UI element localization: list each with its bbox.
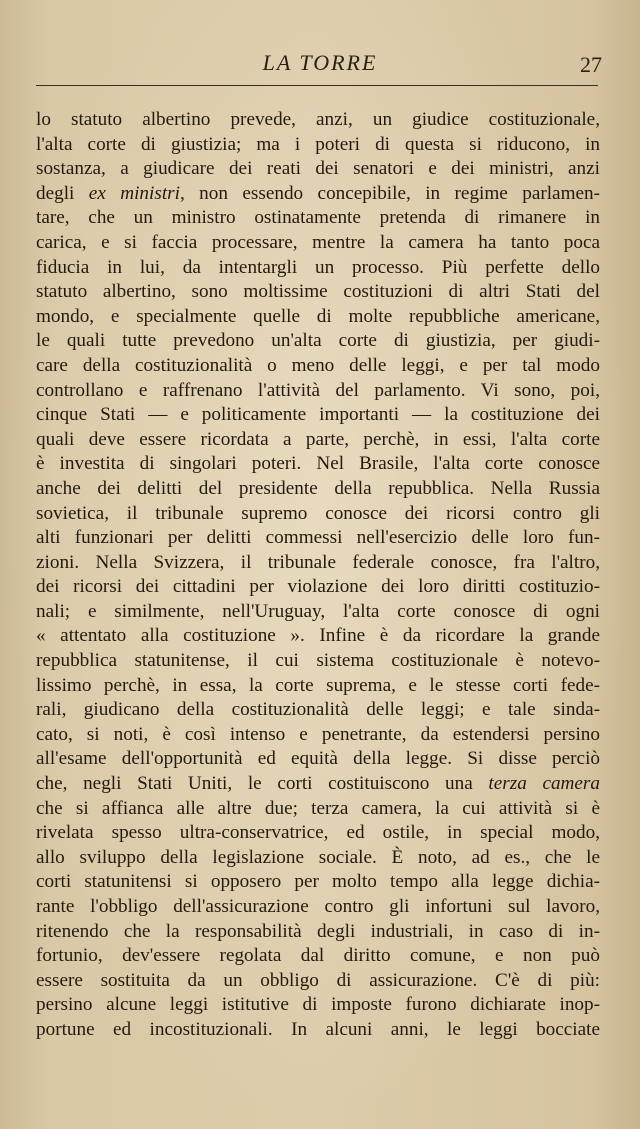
italic-phrase: ex ministri, [88,182,185,204]
text-segment: degli [36,182,89,204]
text-line: all'esame dell'opportunità ed equità della legge. Si disse perciò [36,748,600,770]
page-number: 27 [580,52,602,77]
text-line: nali; e similmente, nell'Uruguay, l'alta corte conosce di ogni [36,600,600,622]
text-line: lo statuto albertino prevede, anzi, un giudice costituzionale, [36,109,600,130]
running-head [0,50,640,80]
italic-phrase: terza camera [488,773,600,795]
text-line: l'alta corte di giustizia; ma i poteri di questa si riducono, in [36,133,600,155]
text-line: quali deve essere ricordata a parte, perchè, in essi, l'alta corte [36,428,600,450]
text-line: allo sviluppo della legislazione sociale. È noto, ad es., che le [36,846,600,868]
text-line: tare, che un ministro ostinatamente pretenda di rimanere in [36,207,600,229]
text-line: che si affianca alle altre due; terza camera, la cui attività si è [36,797,600,819]
text-line: rante l'obbligo dell'assicurazione contro gli infortuni sul lavoro, [36,896,600,917]
text-segment: non essendo concepibile, in regime parlamen- [184,182,600,204]
body-text [36,108,600,1043]
text-line: cato, si noti, è così intenso e penetrante, da estendersi persino [36,723,600,745]
text-line: sostanza, a giudicare dei reati dei senatori e dei ministri, anzi [36,158,600,180]
text-segment: che, negli Stati Uniti, le corti costituiscono una [36,773,489,795]
text-line: repubblica statunitense, il cui sistema costituzionale è notevo- [36,650,600,672]
text-line: mondo, e specialmente quelle di molte repubbliche americane, [36,305,600,327]
text-line: alti funzionari per delitti commessi nell'esercizio delle loro fun- [36,527,600,549]
text-line: sovietica, il tribunale supremo conosce dei ricorsi contro gli [36,502,600,524]
text-line: è investita di singolari poteri. Nel Brasile, l'alta corte conosce [36,453,600,475]
text-line: statuto albertino, sono moltissime costituzioni di altri Stati del [36,281,600,303]
text-line: lissimo perchè, in essa, la corte suprema, e le stesse corti fede- [36,674,600,696]
text-line [36,182,600,207]
running-head-title: LA TORRE [262,50,378,75]
text-line: care della costituzionalità o meno delle leggi, e per tal modo [36,354,600,376]
text-line: fiducia in lui, da intentargli un processo. Più perfette dello [36,256,600,278]
text-line: ritenendo che la responsabilità degli industriali, in caso di in- [36,920,600,942]
text-line: dei ricorsi dei cittadini per violazione dei loro diritti costituzio- [36,576,600,598]
text-line: persino alcune leggi istitutive di imposte furono dichiarate inop- [36,994,600,1016]
text-line: cinque Stati — e politicamente importanti — la costituzione dei [36,404,600,426]
header-rule [36,85,598,86]
text-line: rali, giudicano della costituzionalità delle leggi; e tale sinda- [36,699,600,721]
text-line: fortunio, dev'essere regolata dal diritto comune, e non può [36,945,600,967]
text-line: corti statunitensi si opposero per molto tempo alla legge dichia- [36,871,600,893]
text-line: « attentato alla costituzione ». Infine è da ricordare la grande [36,625,600,647]
text-line: rivelata spesso ultra-conservatrice, ed ostile, in special modo, [36,822,600,844]
text-line: portune ed incostituzionali. In alcuni anni, le leggi bocciate [36,1018,600,1040]
text-line: zioni. Nella Svizzera, il tribunale federale conosce, fra l'altro, [36,551,600,573]
text-line: le quali tutte prevedono un'alta corte di giustizia, per giudi- [36,330,600,352]
text-line: anche dei delitti del presidente della repubblica. Nella Russia [36,477,600,499]
text-line: carica, e si faccia processare, mentre la camera ha tanto poca [36,231,600,253]
text-line: controllano e raffrenano l'attività del parlamento. Vi sono, poi, [36,379,600,401]
text-line: essere sostituita da un obbligo di assicurazione. C'è di più: [36,969,600,991]
text-line [36,772,600,797]
